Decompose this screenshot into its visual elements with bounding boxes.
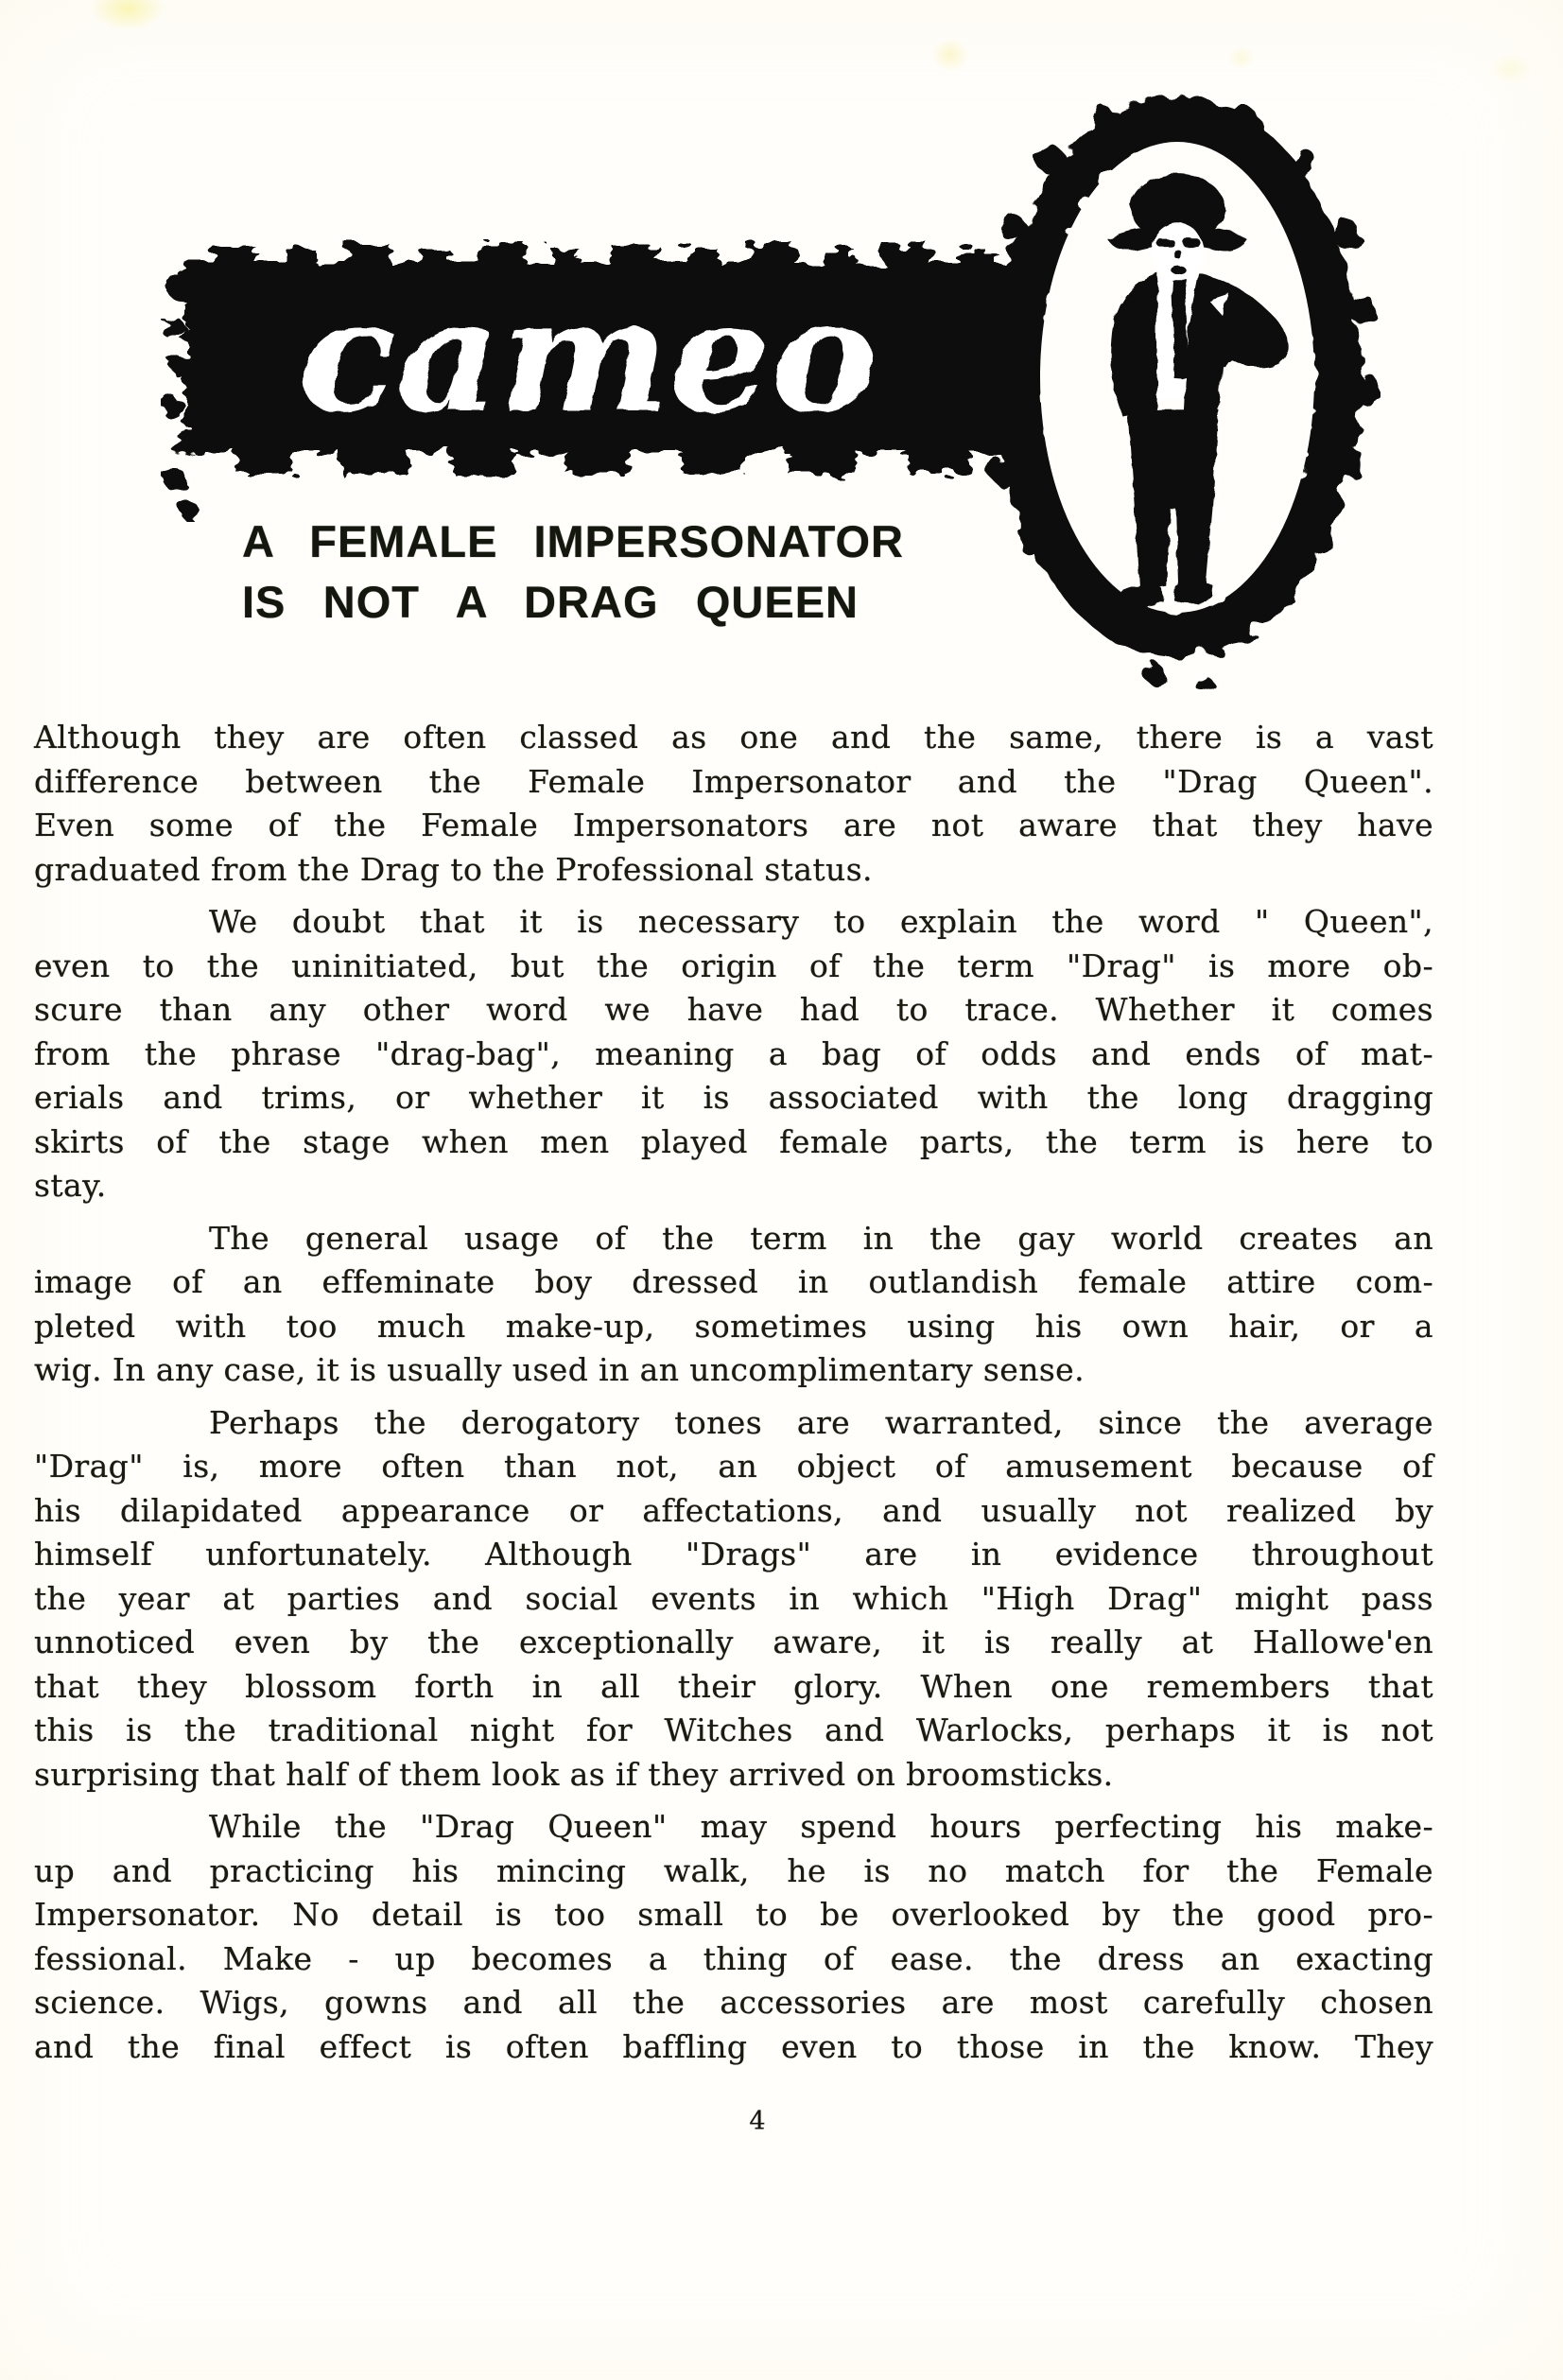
article (34, 716, 1433, 2077)
cameo-frame-illustration (974, 66, 1381, 728)
text-line: "Drag" is, more often than not, an object of amusement because of (34, 1448, 1433, 1485)
text-line: skirts of the stage when men played female parts, the term is here to (34, 1122, 1433, 1160)
text-line: this is the traditional night for Witches and Warlocks, perhaps it is not (34, 1711, 1433, 1748)
paragraph (34, 1217, 1433, 1393)
text-line: stay. (34, 1167, 107, 1204)
text-line: The general usage of the term in the gay world creates an (209, 1219, 1433, 1257)
text-line: Although they are often classed as one and the same, there is a vast (34, 719, 1433, 756)
paragraph (34, 900, 1433, 1208)
text-line: from the phrase "drag-bag", meaning a bag of odds and ends of mat- (34, 1034, 1433, 1072)
paragraph (34, 1805, 1433, 2069)
text-line: fessional. Make - up becomes a thing of ease. the dress an exacting (34, 1939, 1433, 1977)
text-line: his dilapidated appearance or affectations, and usually not realized by (34, 1491, 1433, 1529)
text-line: himself unfortunately. Although "Drags" are in evidence throughout (34, 1536, 1433, 1572)
headline-line-2: IS NOT A DRAG QUEEN (242, 577, 859, 627)
text-line: While the "Drag Queen" may spend hours perfecting his make- (209, 1808, 1433, 1845)
text-line: surprising that half of them look as if they arrived on broomsticks. (34, 1755, 1114, 1793)
text-line: difference between the Female Impersonator and the "Drag Queen". (34, 762, 1433, 800)
paragraph (34, 1401, 1433, 1798)
paragraph (34, 716, 1433, 892)
text-line: that they blossom forth in all their glory. When one remembers that (34, 1667, 1433, 1705)
paper-stain (1489, 53, 1533, 85)
logo-text: cameo (299, 264, 877, 447)
text-line: up and practicing his mincing walk, he is no match for the Female (34, 1851, 1433, 1889)
paper-stain (91, 0, 165, 30)
cameo-logo-banner (161, 238, 1033, 522)
article-headline (242, 512, 904, 633)
headline-line-1: A FEMALE IMPERSONATOR (242, 516, 904, 566)
text-line: We doubt that it is necessary to explain the word " Queen", (209, 903, 1433, 940)
page-number: 4 (749, 2107, 766, 2136)
text-line: pleted with too much make-up, sometimes using his own hair, or a (34, 1307, 1433, 1345)
text-line: the year at parties and social events in which "High Drag" might pass (34, 1579, 1433, 1617)
text-line: wig. In any case, it is usually used in an uncomplimentary sense. (34, 1351, 1085, 1388)
text-line: Perhaps the derogatory tones are warranted, since the average (209, 1403, 1433, 1441)
text-line: Even some of the Female Impersonators are not aware that they have (34, 807, 1433, 843)
text-line: unnoticed even by the exceptionally aware, it is really at Hallowe'en (34, 1624, 1433, 1660)
text-line: erials and trims, or whether it is associated with the long dragging (34, 1079, 1433, 1116)
text-line: scure than any other word we have had to trace. Whether it comes (34, 991, 1433, 1028)
paper-stain (931, 38, 969, 72)
text-line: Impersonator. No detail is too small to be overlooked by the good pro- (34, 1896, 1433, 1933)
text-line: even to the uninitiated, but the origin of the term "Drag" is more ob- (34, 947, 1433, 984)
text-line: image of an effeminate boy dressed in outlandish female attire com- (34, 1263, 1433, 1300)
text-line: science. Wigs, gowns and all the accessories are most carefully chosen (34, 1984, 1433, 2021)
text-line: and the final effect is often baffling even to those in the know. They (34, 2027, 1433, 2065)
text-line: graduated from the Drag to the Professional status. (34, 850, 873, 888)
